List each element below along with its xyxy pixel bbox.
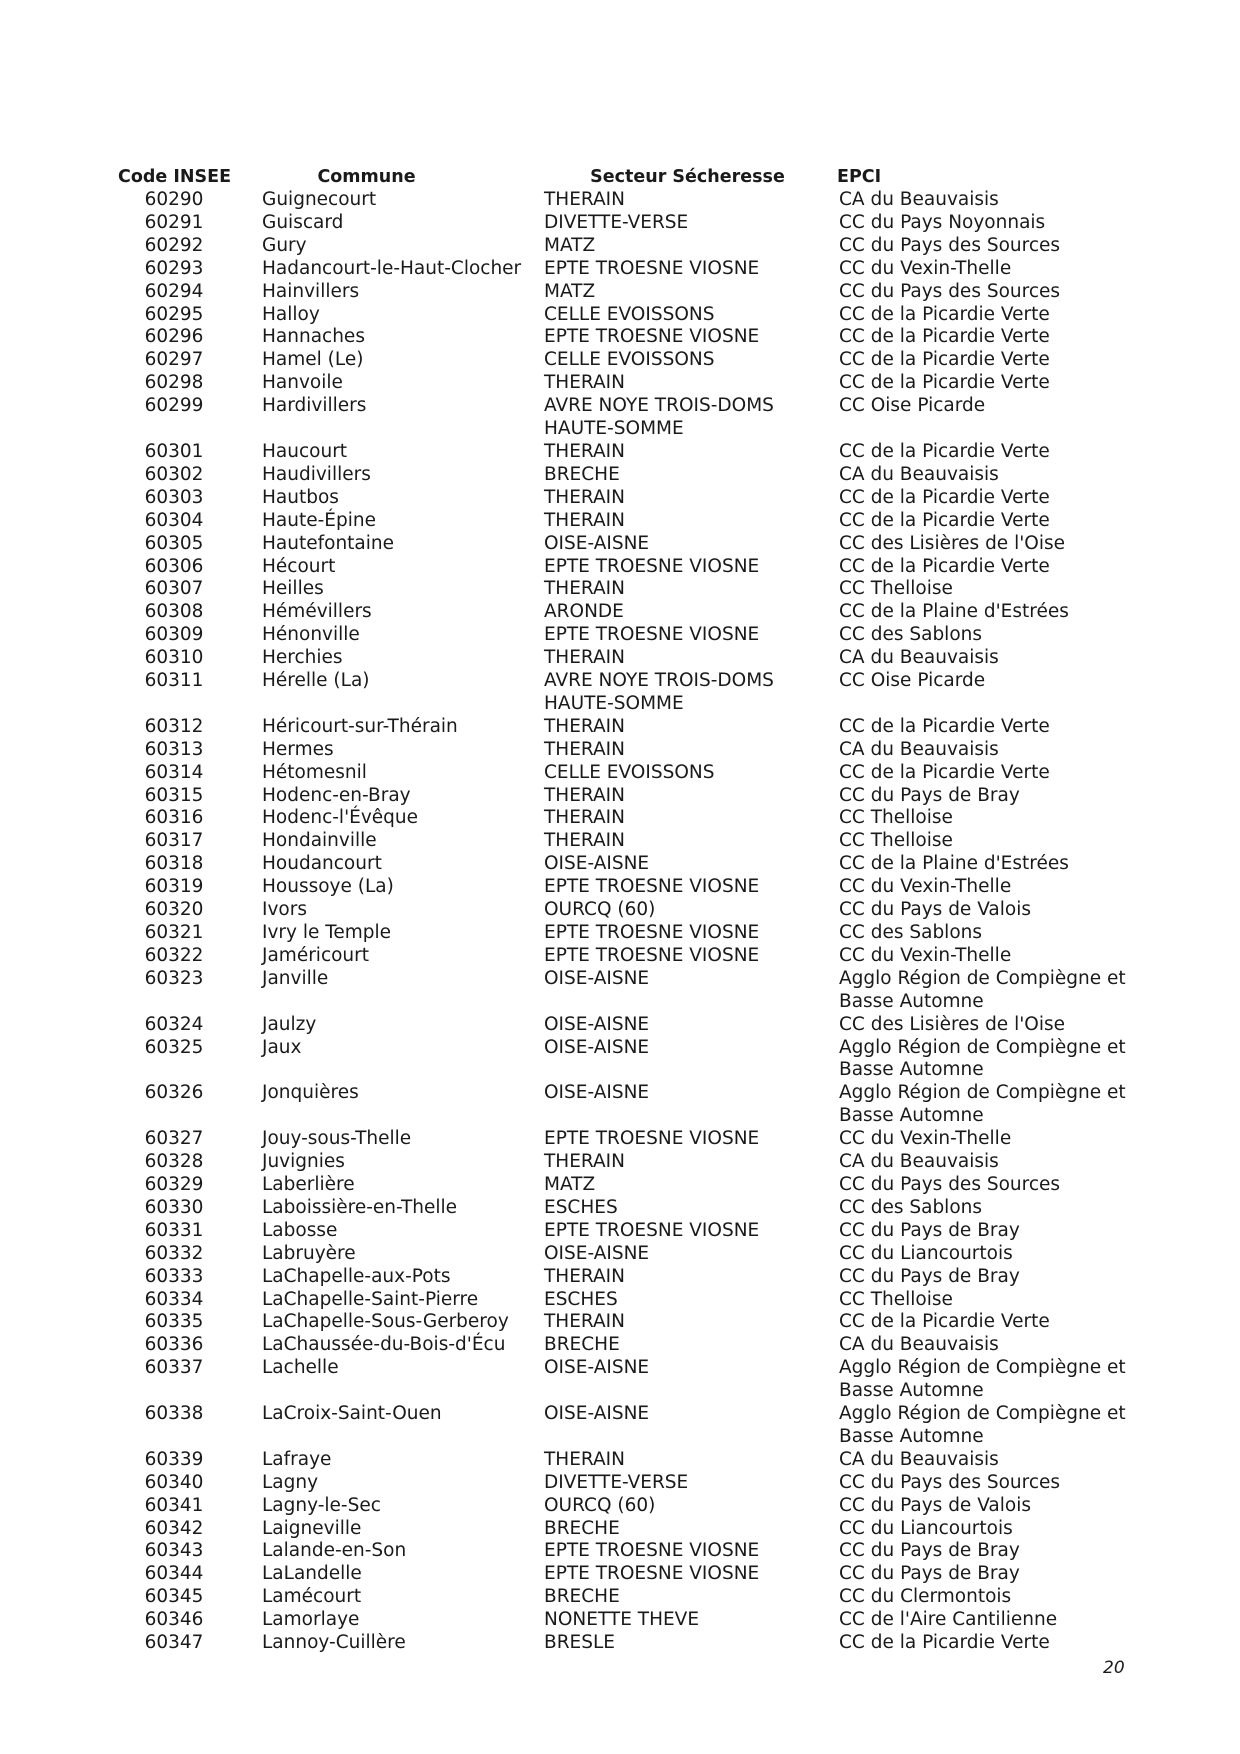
secteur-cell: THERAIN: [544, 189, 625, 210]
table-row: [118, 1197, 1128, 1220]
code-insee-cell: 60314: [144, 761, 204, 783]
epci-cell: Agglo Région de Compiègne et Basse Automne: [839, 1082, 1126, 1127]
epci-cell: Agglo Région de Compiègne et Basse Automne: [839, 967, 1126, 1012]
table-row: [118, 556, 1128, 579]
code-insee-cell: 60331: [144, 1219, 204, 1241]
table-row: [118, 899, 1128, 922]
secteur-cell: EPTE TROESNE VIOSNE: [544, 1219, 760, 1241]
code-insee-cell: 60334: [144, 1288, 204, 1310]
commune-cell: Laboissière-en-Thelle: [262, 1196, 458, 1218]
epci-cell: CC de la Picardie Verte: [839, 326, 1050, 348]
table-row: [118, 1220, 1128, 1243]
epci-cell: CA du Beauvaisis: [839, 463, 999, 485]
secteur-cell: BRECHE: [544, 1517, 620, 1539]
table-row: [118, 1632, 1128, 1655]
epci-cell: CC de la Picardie Verte: [839, 372, 1050, 394]
secteur-cell: OISE-AISNE: [544, 1082, 650, 1104]
code-insee-cell: 60336: [144, 1334, 204, 1356]
code-insee-cell: 60341: [144, 1494, 204, 1516]
code-insee-cell: 60337: [144, 1357, 204, 1379]
table-row: [118, 968, 1128, 1014]
secteur-cell: ESCHES: [544, 1288, 618, 1310]
commune-cell: Labosse: [262, 1219, 338, 1241]
secteur-cell: THERAIN: [544, 715, 625, 737]
commune-cell: Laberlière: [262, 1173, 355, 1195]
epci-cell: CC du Pays des Sources: [839, 1471, 1061, 1493]
code-insee-cell: 60333: [144, 1265, 204, 1287]
secteur-cell: OISE-AISNE: [544, 1013, 650, 1035]
secteur-cell: BRECHE: [544, 1586, 620, 1608]
epci-cell: CC de la Picardie Verte: [839, 440, 1050, 462]
commune-cell: Juvignies: [262, 1151, 345, 1173]
secteur-cell: BRESLE: [544, 1632, 615, 1654]
secteur-cell: DIVETTE-VERSE: [544, 1471, 689, 1493]
secteur-cell: THERAIN: [544, 1265, 625, 1287]
table-row: [118, 1311, 1128, 1334]
table-row: [118, 1266, 1128, 1289]
table-row: [118, 487, 1128, 510]
table-row: [118, 1037, 1128, 1083]
epci-cell: CC des Lisières de l'Oise: [839, 532, 1066, 554]
code-insee-cell: 60344: [144, 1563, 204, 1585]
epci-cell: CC du Clermontois: [839, 1586, 1012, 1608]
commune-cell: Lamécourt: [262, 1586, 362, 1608]
code-insee-cell: 60311: [144, 670, 204, 692]
secteur-cell: OISE-AISNE: [544, 1403, 650, 1425]
code-insee-cell: 60329: [144, 1173, 204, 1195]
commune-cell: Héricourt-sur-Thérain: [262, 715, 458, 737]
epci-cell: CA du Beauvaisis: [839, 1151, 999, 1173]
table-row: [118, 716, 1128, 739]
commune-cell: Hainvillers: [262, 280, 360, 302]
header-epci: EPCI: [837, 167, 882, 187]
code-insee-cell: 60303: [144, 486, 204, 508]
code-insee-cell: 60301: [144, 440, 204, 462]
secteur-cell: THERAIN: [544, 647, 625, 669]
table-row: [118, 304, 1128, 327]
commune-cell: Lafraye: [262, 1448, 332, 1470]
epci-cell: CC du Pays de Bray: [839, 1540, 1020, 1562]
secteur-cell: OURCQ (60): [544, 899, 656, 921]
table-row: [118, 945, 1128, 968]
code-insee-cell: 60312: [144, 715, 204, 737]
commune-cell: Halloy: [262, 303, 320, 325]
code-insee-cell: 60339: [144, 1448, 204, 1470]
commune-cell: LaLandelle: [262, 1563, 362, 1585]
secteur-cell: EPTE TROESNE VIOSNE: [544, 922, 760, 943]
table-row: [118, 510, 1128, 533]
commune-cell: Hardivillers: [262, 395, 367, 417]
code-insee-cell: 60309: [144, 624, 204, 646]
table-row: [118, 1472, 1128, 1495]
epci-cell: CC Thelloise: [839, 807, 953, 829]
secteur-cell: THERAIN: [544, 509, 625, 531]
table-row: [118, 1403, 1128, 1449]
epci-cell: CC de la Picardie Verte: [839, 1311, 1050, 1333]
secteur-cell: THERAIN: [544, 486, 625, 508]
epci-cell: CA du Beauvaisis: [839, 738, 999, 760]
table-row: [118, 739, 1128, 762]
table-row: [118, 1449, 1128, 1472]
table-row: [118, 235, 1128, 258]
commune-cell: Ivors: [262, 899, 307, 921]
epci-cell: CA du Beauvaisis: [839, 647, 999, 669]
commune-cell: Labruyère: [262, 1242, 356, 1264]
commune-cell: Houdancourt: [262, 853, 382, 875]
commune-cell: Guiscard: [262, 211, 344, 233]
epci-cell: CC du Liancourtois: [839, 1242, 1013, 1264]
code-insee-cell: 60316: [144, 807, 204, 829]
epci-cell: CA du Beauvaisis: [839, 189, 999, 210]
commune-cell: Ivry le Temple: [262, 922, 392, 943]
table-row: [118, 601, 1128, 624]
epci-cell: CC des Lisières de l'Oise: [839, 1013, 1066, 1035]
table-row: [118, 533, 1128, 556]
secteur-cell: CELLE EVOISSONS: [544, 303, 715, 325]
commune-cell: Hermes: [262, 738, 334, 760]
epci-cell: CC du Pays des Sources: [839, 234, 1061, 256]
header-secteur-secheresse: Secteur Sécheresse: [590, 167, 785, 187]
header-code-insee: Code INSEE: [118, 167, 232, 187]
table-row: [118, 1334, 1128, 1357]
secteur-cell: BRECHE: [544, 1334, 620, 1356]
epci-cell: CC Thelloise: [839, 1288, 953, 1310]
code-insee-cell: 60306: [144, 555, 204, 577]
table-row: [118, 349, 1128, 372]
epci-cell: CC du Pays Noyonnais: [839, 211, 1046, 233]
epci-cell: CC Oise Picarde: [839, 670, 986, 692]
table-row: [118, 762, 1128, 785]
code-insee-cell: 60291: [144, 211, 204, 233]
epci-cell: CC des Sablons: [839, 922, 983, 943]
commune-cell: Hécourt: [262, 555, 336, 577]
table-row: [118, 922, 1128, 945]
secteur-cell: EPTE TROESNE VIOSNE: [544, 1540, 760, 1562]
secteur-cell: OISE-AISNE: [544, 853, 650, 875]
code-insee-cell: 60296: [144, 326, 204, 348]
commune-cell: LaCroix-Saint-Ouen: [262, 1403, 442, 1425]
commune-cell: Guignecourt: [262, 189, 377, 210]
secteur-cell: THERAIN: [544, 830, 625, 852]
epci-cell: CC de la Picardie Verte: [839, 715, 1050, 737]
secteur-cell: OURCQ (60): [544, 1494, 656, 1516]
epci-cell: CC Thelloise: [839, 830, 953, 852]
commune-cell: Herchies: [262, 647, 343, 669]
secteur-cell: THERAIN: [544, 1448, 625, 1470]
code-insee-cell: 60338: [144, 1403, 204, 1425]
epci-cell: CC du Liancourtois: [839, 1517, 1013, 1539]
commune-cell: Gury: [262, 234, 307, 256]
table-row: [118, 281, 1128, 304]
code-insee-cell: 60346: [144, 1609, 204, 1631]
secteur-cell: DIVETTE-VERSE: [544, 211, 689, 233]
table-row: [118, 326, 1128, 349]
table-row: [118, 1243, 1128, 1266]
table-row: [118, 647, 1128, 670]
epci-cell: CC du Pays des Sources: [839, 280, 1061, 302]
secteur-cell: BRECHE: [544, 463, 620, 485]
commune-cell: Jaux: [262, 1036, 302, 1058]
epci-cell: CC du Pays de Bray: [839, 1219, 1020, 1241]
page-number: 20: [1103, 1658, 1125, 1678]
table-row: [118, 1540, 1128, 1563]
commune-cell: Janville: [262, 967, 329, 989]
secteur-cell: EPTE TROESNE VIOSNE: [544, 555, 760, 577]
secteur-cell: THERAIN: [544, 1151, 625, 1173]
epci-cell: CC Oise Picarde: [839, 395, 986, 417]
secteur-cell: THERAIN: [544, 738, 625, 760]
table-row: [118, 1014, 1128, 1037]
code-insee-cell: 60298: [144, 372, 204, 394]
commune-cell: Hannaches: [262, 326, 365, 348]
code-insee-cell: 60299: [144, 395, 204, 417]
code-insee-cell: 60340: [144, 1471, 204, 1493]
secteur-cell: CELLE EVOISSONS: [544, 349, 715, 371]
epci-cell: CC des Sablons: [839, 624, 983, 646]
table-row: [118, 1289, 1128, 1312]
table-row: [118, 395, 1128, 441]
secteur-cell: MATZ: [544, 234, 596, 256]
secteur-cell: EPTE TROESNE VIOSNE: [544, 257, 760, 279]
code-insee-cell: 60326: [144, 1082, 204, 1104]
epci-cell: CA du Beauvaisis: [839, 1334, 999, 1356]
epci-cell: CC du Vexin-Thelle: [839, 257, 1012, 279]
secteur-cell: EPTE TROESNE VIOSNE: [544, 1128, 760, 1150]
table-header-row: [118, 166, 1128, 189]
table-row: [118, 212, 1128, 235]
table-row: [118, 1357, 1128, 1403]
code-insee-cell: 60327: [144, 1128, 204, 1150]
code-insee-cell: 60335: [144, 1311, 204, 1333]
epci-cell: CC de la Picardie Verte: [839, 349, 1050, 371]
table-row: [118, 441, 1128, 464]
secteur-cell: NONETTE THEVE: [544, 1609, 700, 1631]
code-insee-cell: 60313: [144, 738, 204, 760]
commune-cell: Jaulzy: [262, 1013, 317, 1035]
code-insee-cell: 60290: [144, 189, 204, 210]
secteur-cell: EPTE TROESNE VIOSNE: [544, 876, 760, 898]
secteur-cell: OISE-AISNE: [544, 1357, 650, 1379]
table-row: [118, 464, 1128, 487]
table-body: [118, 189, 1128, 1655]
table-row: [118, 1609, 1128, 1632]
epci-cell: CC du Pays de Bray: [839, 1265, 1020, 1287]
commune-cell: Lamorlaye: [262, 1609, 360, 1631]
epci-cell: CC Thelloise: [839, 578, 953, 600]
secteur-cell: EPTE TROESNE VIOSNE: [544, 624, 760, 646]
epci-cell: CC du Pays de Bray: [839, 1563, 1020, 1585]
code-insee-cell: 60325: [144, 1036, 204, 1058]
code-insee-cell: 60307: [144, 578, 204, 600]
table-row: [118, 258, 1128, 281]
commune-cell: Hamel (Le): [262, 349, 364, 371]
commune-cell: Haucourt: [262, 440, 348, 462]
code-insee-cell: 60322: [144, 944, 204, 966]
commune-cell: Hadancourt-le-Haut-Clocher: [262, 257, 522, 279]
commune-cell: Jaméricourt: [262, 944, 370, 966]
table-row: [118, 1128, 1128, 1151]
commune-cell: LaChapelle-Sous-Gerberoy: [262, 1311, 509, 1333]
secteur-cell: THERAIN: [544, 440, 625, 462]
code-insee-cell: 60294: [144, 280, 204, 302]
epci-cell: CC de la Picardie Verte: [839, 1632, 1050, 1654]
epci-cell: CC du Vexin-Thelle: [839, 1128, 1012, 1150]
commune-cell: Hautbos: [262, 486, 339, 508]
commune-cell: Lachelle: [262, 1357, 339, 1379]
header-commune: Commune: [317, 167, 416, 187]
epci-cell: CC de la Picardie Verte: [839, 486, 1050, 508]
table-row: [118, 853, 1128, 876]
table-row: [118, 578, 1128, 601]
table-row: [118, 1563, 1128, 1586]
commune-cell: Heilles: [262, 578, 324, 600]
commune-cell: LaChaussée-du-Bois-d'Écu: [262, 1334, 506, 1356]
code-insee-cell: 60292: [144, 234, 204, 256]
commune-cell: Haudivillers: [262, 463, 371, 485]
secteur-cell: CELLE EVOISSONS: [544, 761, 715, 783]
secteur-cell: OISE-AISNE: [544, 532, 650, 554]
epci-cell: CC de la Picardie Verte: [839, 303, 1050, 325]
table-row: [118, 624, 1128, 647]
epci-cell: CC de l'Aire Cantilienne: [839, 1609, 1058, 1631]
epci-cell: Agglo Région de Compiègne et Basse Automne: [839, 1357, 1126, 1402]
table-row: [118, 1495, 1128, 1518]
code-insee-cell: 60317: [144, 830, 204, 852]
code-insee-cell: 60347: [144, 1632, 204, 1654]
epci-cell: CC du Vexin-Thelle: [839, 944, 1012, 966]
table-row: [118, 1151, 1128, 1174]
code-insee-cell: 60305: [144, 532, 204, 554]
code-insee-cell: 60315: [144, 784, 204, 806]
commune-cell: Hémévillers: [262, 601, 372, 623]
commune-cell: Jouy-sous-Thelle: [262, 1128, 412, 1150]
code-insee-cell: 60319: [144, 876, 204, 898]
epci-cell: CC de la Picardie Verte: [839, 761, 1050, 783]
secteur-cell: EPTE TROESNE VIOSNE: [544, 944, 760, 966]
commune-cell: LaChapelle-aux-Pots: [262, 1265, 451, 1287]
epci-cell: CC de la Plaine d'Estrées: [839, 853, 1069, 875]
code-insee-cell: 60332: [144, 1242, 204, 1264]
secteur-cell: AVRE NOYE TROIS-DOMS HAUTE-SOMME: [544, 395, 774, 440]
epci-cell: CC du Pays de Bray: [839, 784, 1020, 806]
epci-cell: CC de la Picardie Verte: [839, 555, 1050, 577]
epci-cell: CC du Pays de Valois: [839, 1494, 1031, 1516]
table-row: [118, 1586, 1128, 1609]
table-row: [118, 189, 1128, 212]
code-insee-cell: 60318: [144, 853, 204, 875]
commune-cell: Lagny-le-Sec: [262, 1494, 381, 1516]
secteur-cell: THERAIN: [544, 784, 625, 806]
code-insee-cell: 60320: [144, 899, 204, 921]
table-row: [118, 372, 1128, 395]
epci-cell: CC du Pays de Valois: [839, 899, 1031, 921]
epci-cell: CC de la Plaine d'Estrées: [839, 601, 1069, 623]
table-row: [118, 1174, 1128, 1197]
table-row: [118, 670, 1128, 716]
epci-cell: CC du Pays des Sources: [839, 1173, 1061, 1195]
code-insee-cell: 60324: [144, 1013, 204, 1035]
code-insee-cell: 60293: [144, 257, 204, 279]
table-row: [118, 807, 1128, 830]
code-insee-cell: 60343: [144, 1540, 204, 1562]
commune-cell: Hétomesnil: [262, 761, 367, 783]
secteur-cell: EPTE TROESNE VIOSNE: [544, 326, 760, 348]
epci-cell: CC des Sablons: [839, 1196, 983, 1218]
secteur-cell: OISE-AISNE: [544, 967, 650, 989]
commune-cell: Hondainville: [262, 830, 377, 852]
commune-cell: Hanvoile: [262, 372, 343, 394]
code-insee-cell: 60308: [144, 601, 204, 623]
epci-cell: Agglo Région de Compiègne et Basse Automne: [839, 1403, 1126, 1447]
secteur-cell: THERAIN: [544, 1311, 625, 1333]
commune-cell: Hénonville: [262, 624, 360, 646]
commune-cell: Houssoye (La): [262, 876, 394, 898]
table-row: [118, 1518, 1128, 1541]
secteur-cell: THERAIN: [544, 807, 625, 829]
epci-cell: CC de la Picardie Verte: [839, 509, 1050, 531]
code-insee-cell: 60345: [144, 1586, 204, 1608]
secteur-cell: OISE-AISNE: [544, 1242, 650, 1264]
epci-cell: Agglo Région de Compiègne et Basse Automne: [839, 1036, 1126, 1081]
commune-cell: Haute-Épine: [262, 509, 376, 531]
communes-table: [118, 166, 1128, 1655]
secteur-cell: AVRE NOYE TROIS-DOMS HAUTE-SOMME: [544, 670, 774, 714]
secteur-cell: MATZ: [544, 280, 596, 302]
commune-cell: Lannoy-Cuillère: [262, 1632, 406, 1654]
table-row: [118, 1082, 1128, 1128]
commune-cell: Lagny: [262, 1471, 319, 1493]
commune-cell: Hérelle (La): [262, 670, 370, 692]
commune-cell: Lalande-en-Son: [262, 1540, 407, 1562]
table-row: [118, 830, 1128, 853]
secteur-cell: THERAIN: [544, 372, 625, 394]
code-insee-cell: 60321: [144, 922, 204, 943]
code-insee-cell: 60328: [144, 1151, 204, 1173]
code-insee-cell: 60302: [144, 463, 204, 485]
secteur-cell: OISE-AISNE: [544, 1036, 650, 1058]
epci-cell: CA du Beauvaisis: [839, 1448, 999, 1470]
code-insee-cell: 60342: [144, 1517, 204, 1539]
secteur-cell: MATZ: [544, 1173, 596, 1195]
table-row: [118, 876, 1128, 899]
code-insee-cell: 60310: [144, 647, 204, 669]
commune-cell: LaChapelle-Saint-Pierre: [262, 1288, 479, 1310]
secteur-cell: THERAIN: [544, 578, 625, 600]
table-row: [118, 785, 1128, 808]
epci-cell: CC du Vexin-Thelle: [839, 876, 1012, 898]
commune-cell: Hodenc-en-Bray: [262, 784, 411, 806]
secteur-cell: ARONDE: [544, 601, 624, 623]
code-insee-cell: 60304: [144, 509, 204, 531]
secteur-cell: EPTE TROESNE VIOSNE: [544, 1563, 760, 1585]
secteur-cell: ESCHES: [544, 1196, 618, 1218]
code-insee-cell: 60330: [144, 1196, 204, 1218]
commune-cell: Hautefontaine: [262, 532, 395, 554]
code-insee-cell: 60295: [144, 303, 204, 325]
commune-cell: Laigneville: [262, 1517, 362, 1539]
code-insee-cell: 60297: [144, 349, 204, 371]
commune-cell: Hodenc-l'Évêque: [262, 807, 419, 829]
commune-cell: Jonquières: [262, 1082, 359, 1104]
code-insee-cell: 60323: [144, 967, 204, 989]
